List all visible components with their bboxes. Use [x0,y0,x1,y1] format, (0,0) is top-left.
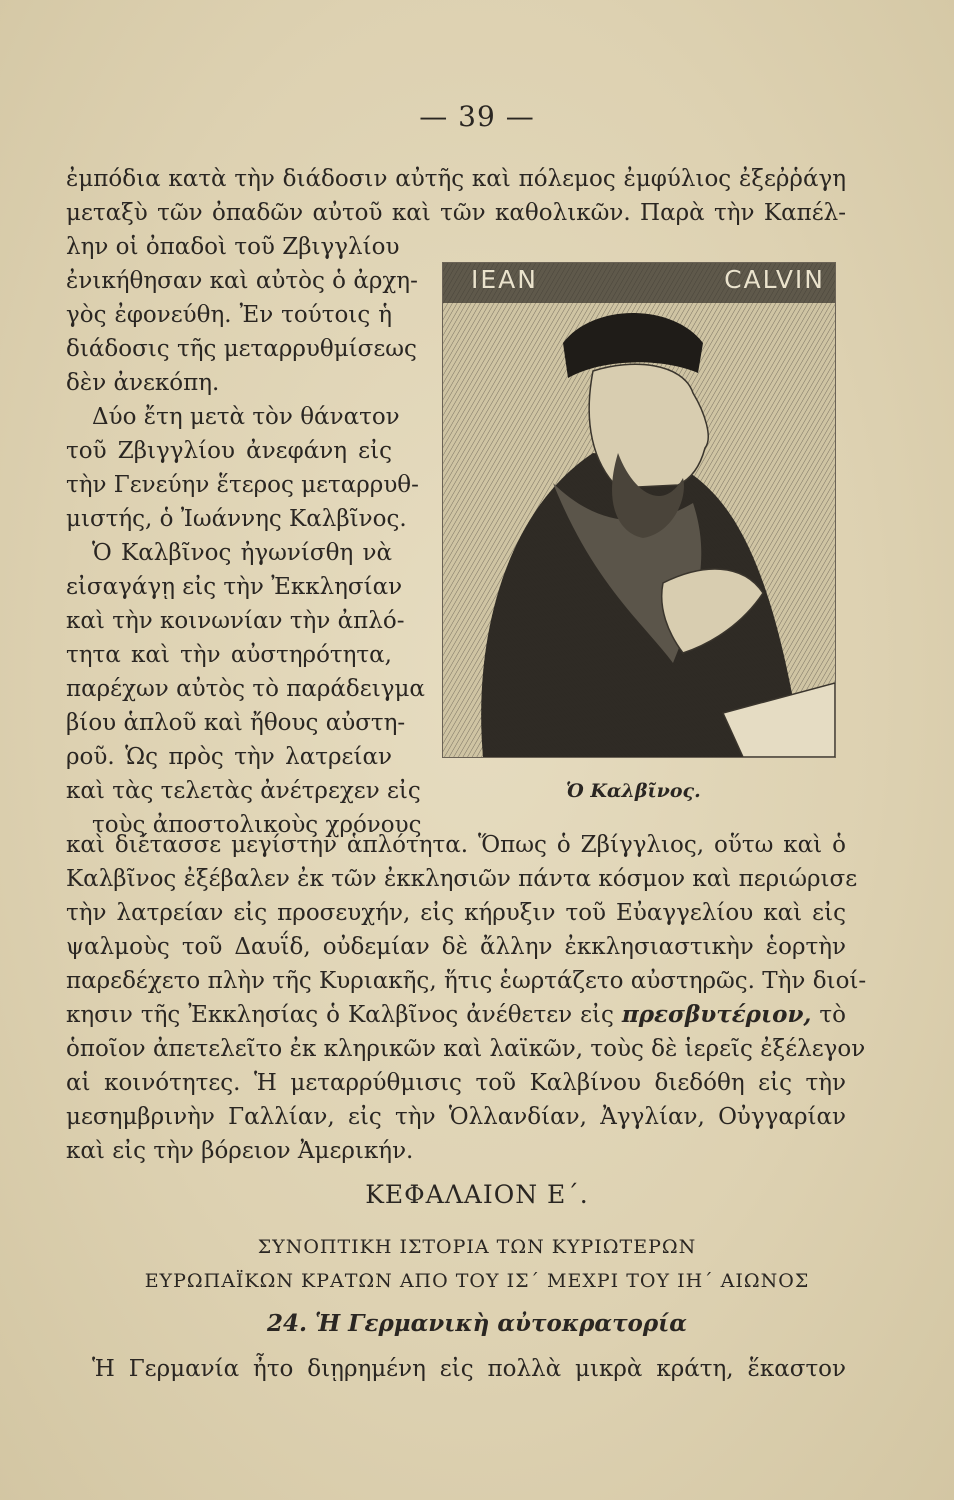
text-line: Ἡ Γερμανία ἦτο διῃρημένη εἰς πολλὰ μικρὰ κράτη, ἕκαστον [92,1356,846,1382]
text-line: διάδοσις τῆς μεταρρυθμίσεως [66,336,417,362]
text-line: τὴν λατρείαν εἰς προσευχήν, εἰς κήρυξιν τοῦ Εὐαγγελίου καὶ εἰς [66,900,846,926]
portrait-engraving [443,263,835,757]
text-line: μεσημβρινὴν Γαλλίαν, εἰς τὴν Ὁλλανδίαν, Ἀγγλίαν, Οὐγγαρίαν [66,1104,846,1130]
text-line: Δύο ἔτη μετὰ τὸν θάνατον [92,404,400,430]
text-line: παρεδέχετο πλὴν τῆς Κυριακῆς, ἥτις ἑωρτάζετο αὐστηρῶς. Τὴν διοί- [66,968,867,994]
text-line: καὶ τὴν κοινωνίαν τὴν ἀπλό- [66,608,405,634]
text-line: λην οἱ ὀπαδοὶ τοῦ Ζβιγγλίου [66,234,400,260]
text-line: ἐμπόδια κατὰ τὴν διάδοσιν αὐτῆς καὶ πόλεμος ἐμφύλιος ἐξεῤῥάγη [66,166,846,192]
text-line: δὲν ἀνεκόπη. [66,370,220,396]
text-line: μιστής, ὁ Ἰωάννης Καλβῖνος. [66,506,407,532]
calvin-portrait [442,262,836,758]
chapter-subtitle-2: ΕΥΡΩΠΑΪΚΩΝ ΚΡΑΤΩΝ ΑΠΟ ΤΟΥ ΙΣ΄ ΜΕΧΡΙ ΤΟΥ ΙΗ΄ ΑΙΩΝΟΣ [144,1270,810,1292]
text-line: καὶ εἰς τὴν βόρειον Ἀμερικήν. [66,1138,414,1164]
text-line: Καλβῖνος ἐξέβαλεν ἐκ τῶν ἐκκλησιῶν πάντα κόσμον καὶ περιώρισε [66,866,858,892]
text-line: ἐνικήθησαν καὶ αὐτὸς ὁ ἀρχη- [66,268,418,294]
text-line-presbyter [66,998,846,1032]
text-line: μεταξὺ τῶν ὀπαδῶν αὐτοῦ καὶ τῶν καθολικῶν. Παρὰ τὴν Καπέλ- [66,200,846,226]
portrait-label-right: CALVIN [724,265,825,294]
text-line: γὸς ἐφονεύθη. Ἐν τούτοις ἡ [66,302,392,328]
text-line: καὶ διέτασσε μεγίστην ἁπλότητα. Ὅπως ὁ Ζβίγγλιος, οὕτω καὶ ὁ [66,832,846,858]
text-line: τὴν Γενεύην ἕτερος μεταρρυθ- [66,472,419,498]
text-line: τητα καὶ τὴν αὐστηρότητα, [66,642,392,668]
text-line: τοῦ Ζβιγγλίου ἀνεφάνη εἰς [66,438,392,464]
text-line: παρέχων αὐτὸς τὸ παράδειγμα [66,676,425,702]
text-line: ὁποῖον ἀπετελεῖτο ἐκ κληρικῶν καὶ λαϊκῶν, τοὺς δὲ ἱερεῖς ἐξέλεγον [66,1036,866,1062]
text-line: βίου ἁπλοῦ καὶ ἤθους αὐστη- [66,710,406,736]
text-span: κησιν τῆς Ἐκκλησίας ὁ Καλβῖνος ἀνέθετεν εἰς [66,1002,622,1028]
chapter-subtitle-1: ΣΥΝΟΠΤΙΚΗ ΙΣΤΟΡΙΑ ΤΩΝ ΚΥΡΙΩΤΕΡΩΝ [257,1236,697,1258]
page-number: — 39 — [419,100,535,133]
portrait-label-left: IEAN [471,265,538,294]
text-line: ψαλμοὺς τοῦ Δαυΐδ, οὐδεμίαν δὲ ἄλλην ἐκκλησιαστικὴν ἑορτὴν [66,934,846,960]
text-span: τὸ [811,1002,846,1028]
chapter-title: ΚΕΦΑΛΑΙΟΝ Ε΄. [365,1180,589,1209]
emphasis-term: πρεσβυτέριον, [621,1001,812,1028]
text-line: Ὁ Καλβῖνος ἠγωνίσθη νὰ [92,540,392,566]
section-heading: 24. Ἡ Γερμανικὴ αὐτοκρατορία [266,1310,688,1337]
text-line: τοὺς ἀποστολικοὺς χρόνους [92,812,422,838]
text-line: εἰσαγάγῃ εἰς τὴν Ἐκκλησίαν [66,574,403,600]
portrait-caption: Ὁ Καλβῖνος. [566,780,701,802]
text-line: καὶ τὰς τελετὰς ἀνέτρεχεν εἰς [66,778,421,804]
text-line: ροῦ. Ὡς πρὸς τὴν λατρείαν [66,744,392,770]
text-line: αἱ κοινότητες. Ἡ μεταρρύθμισις τοῦ Καλβίνου διεδόθη εἰς τὴν [66,1070,846,1096]
